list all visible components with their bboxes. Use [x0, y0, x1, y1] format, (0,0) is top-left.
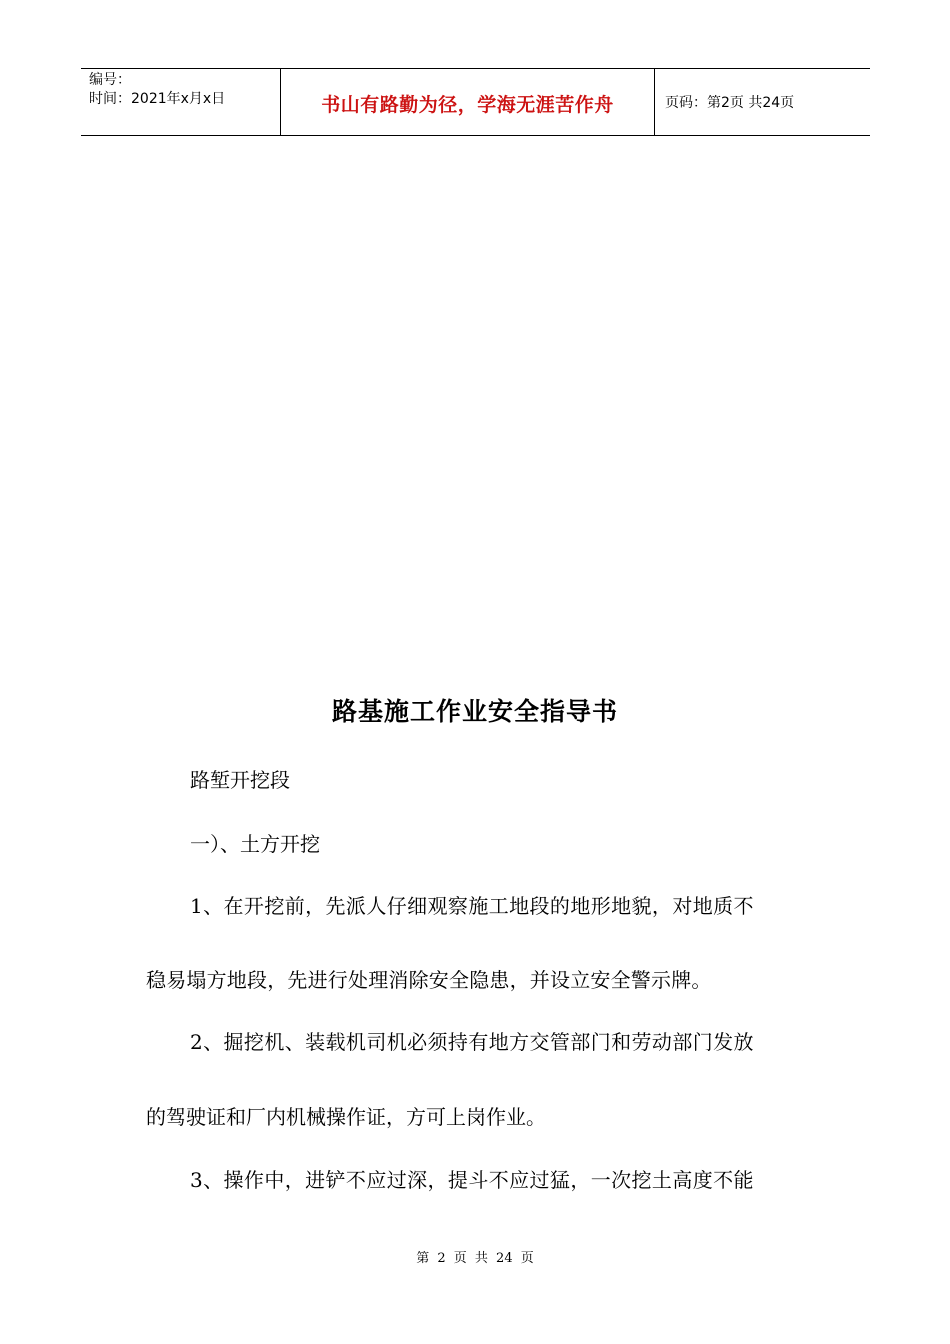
page-header: [81, 68, 870, 136]
number-label: 编号：: [89, 72, 131, 88]
page-footer: 第 2 页 共 24 页: [416, 1251, 534, 1266]
document-title: 路基施工作业安全指导书: [331, 697, 618, 726]
paragraph-line: 稳易塌方地段，先进行处理消除安全隐患，并设立安全警示牌。: [146, 968, 712, 992]
motto-text: 书山有路勤为径，学海无涯苦作舟: [321, 93, 614, 116]
header-info-cell: [81, 69, 281, 135]
date-label: 时间：2021年x月x日: [89, 91, 226, 107]
header-page-cell: [655, 69, 870, 135]
header-motto-cell: [281, 69, 655, 135]
paragraph-line: 的驾驶证和厂内机械操作证，方可上岗作业。: [146, 1105, 546, 1129]
paragraph-line: 1、在开挖前，先派人仔细观察施工地段的地形地貌，对地质不: [190, 894, 754, 918]
page-number-label: 页码：第2页 共24页: [665, 95, 795, 111]
paragraph-line: 3、操作中，进铲不应过深，提斗不应过猛，一次挖土高度不能: [190, 1168, 754, 1192]
paragraph-line: 2、掘挖机、装载机司机必须持有地方交管部门和劳动部门发放: [190, 1030, 754, 1054]
section-heading: 路堑开挖段: [190, 768, 290, 792]
subsection-heading: 一）、土方开挖: [190, 832, 320, 856]
